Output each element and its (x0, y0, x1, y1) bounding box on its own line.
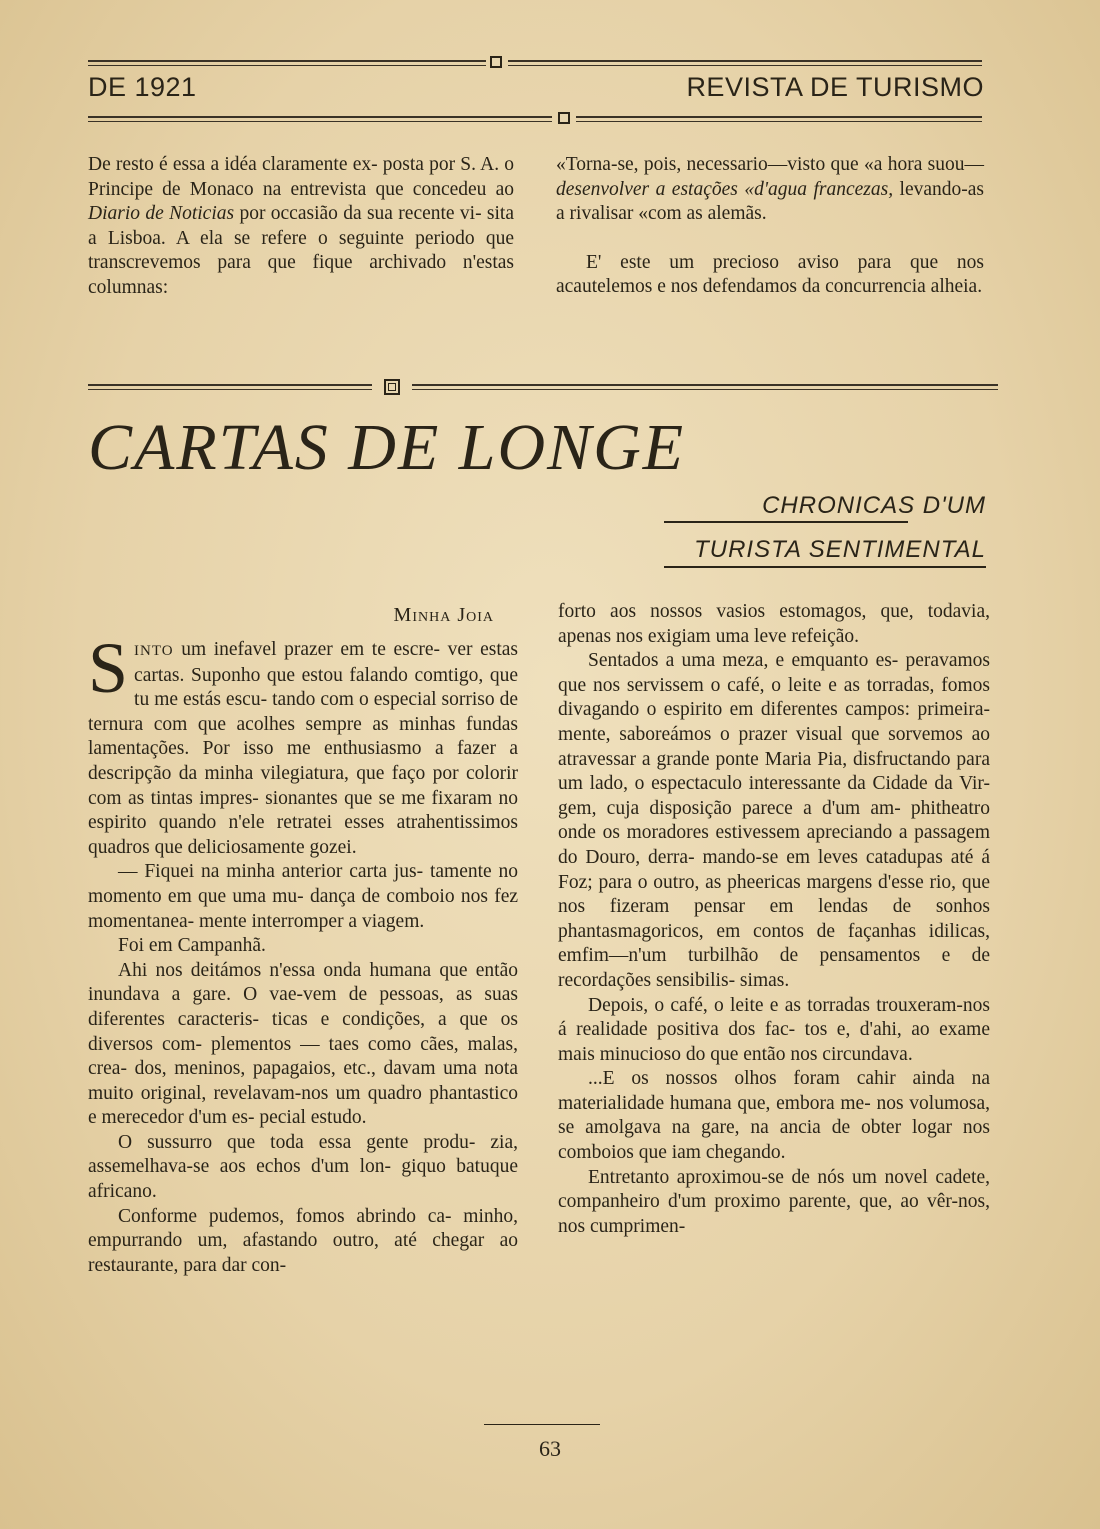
paragraph: Entretanto aproximou-se de nós um novel cadete, companheiro d'um proximo parente, que, ao vêr-nos, nos cumprimen- (558, 1166, 990, 1237)
quote-line: levando-as a rivalisar (556, 178, 985, 225)
header-left: DE 1921 (88, 72, 197, 102)
quote-italic: «d'agua francezas, (744, 178, 894, 200)
paragraph: Conforme pudemos, fomos abrindo ca- minho, empurrando um, afastando outro, até chegar ao restaurante, para dar con- (88, 1205, 518, 1276)
page-number: 63 (539, 1436, 561, 1461)
article-subtitle-line1: CHRONICAS D'UM (762, 492, 986, 519)
newspaper-name: Diario de (88, 203, 164, 225)
ornament-square-icon (384, 379, 400, 395)
text-line: sita a Lisboa. A ela se refere o seguinte (88, 203, 515, 249)
top-right-column (556, 153, 984, 300)
quote-line: «a hora suou— (863, 154, 984, 175)
paragraph: Depois, o café, o leite e as torradas trouxeram-nos á realidade positiva dos fac- tos e, d'ahi, ao exame mais minucioso do que então nos circundava. (558, 994, 990, 1065)
newspaper-name: Noticias (169, 203, 235, 225)
paragraph: Ahi nos deitámos n'essa onda humana que então inundava a gare. O vae-vem de pessoas, as suas diferentes caracteris- ticas e condições, a que os diversos com- plementos — taes como cães, malas, crea- dos, meninos, papagaios, etc., davam uma nota muito original, revelavam-nos um quadro phantastico e merecedor d'um es- pecial estudo. (88, 959, 518, 1129)
quote-line: «Torna-se, pois, necessario—visto que (556, 154, 859, 175)
top-left-column (88, 153, 514, 301)
paragraph: O sussurro que toda essa gente produ- zia, assemelhava-se aos echos d'um lon- giquo batuque africano. (88, 1131, 518, 1203)
text-line: archivado n'estas columnas: (88, 252, 515, 298)
paragraph: — Fiquei na minha anterior carta jus- tamente no momento em que uma mu- dança de comboio nos fez momentanea- mente interromper a viagem. (88, 861, 518, 932)
header-rule-bottom-left (88, 116, 552, 122)
paragraph: Sentados a uma meza, e emquanto es- peravamos que nos servissem o café, o leite e as torradas, fomos divagando o espirito em diferentes campos: primeira- mente, saboreámos o prazer visual que sorvemos ao atravessar a grande ponte Maria Pia, disfructando para um lado, o espectaculo interessante da Cidade da Vir- gem, cuja disposição parece a d'um am- phitheatro onde os moradores estivessem apreciando a passagem do Douro, derra- mando-se em leves catadupas até á Foz; para o outro, as pheericas margens d'esse rio, que nos fizeram pensar em lendas de sonhos phantasmagoricos, em contos de façanhas idilicas, emfim—n'um turbilhão de pensamentos e de recordações sensibilis- simas. (558, 650, 990, 991)
text-line: De resto é essa a idéa claramente ex- (88, 154, 378, 175)
footer-rule (484, 1424, 600, 1425)
drop-cap: S (88, 628, 129, 708)
ornament-square-icon (558, 112, 570, 124)
text-line: posta por S. A. o Principe de Monaco (88, 154, 515, 200)
header-rule-top-left (88, 60, 486, 66)
section-rule-right (412, 384, 998, 390)
quote-italic: desenvolver a estações (556, 178, 738, 200)
text-line: periodo que transcrevemos para que fique (88, 227, 515, 274)
section-heading: Minha Joia (393, 604, 494, 626)
paragraph: um inefavel prazer em te escre- ver estas cartas. Suponho que estou falando comtigo, que tu me estás escu- tando com o especial sorriso de ternura com que acolhes sempre as minhas fundas lamentações. Por isso me enthusiasmo a fazer a descripção da minha vilegiatura, que faço por colorir com as tintas impres- sionantes que se me fixaram no espirito quando n'ele retratei esses atrahentissimos quadros que deliciosamente gozei. (88, 639, 518, 858)
header-right: REVISTA DE TURISMO (686, 72, 984, 102)
quote-line: «com as alemãs. (638, 203, 767, 225)
paragraph: E' este um precioso aviso para que nos acautelemos e nos defendamos da concurrencia alheia. (556, 251, 984, 298)
lead-caps: INTO (134, 643, 174, 659)
ornament-square-icon (490, 56, 502, 68)
subtitle-underline (664, 566, 986, 568)
section-rule-left (88, 384, 372, 390)
article-title: CARTAS DE LONGE (88, 411, 686, 484)
article-subtitle-line2: TURISTA SENTIMENTAL (694, 536, 986, 563)
paragraph: Foi em Campanhã. (118, 935, 266, 957)
text-line: na entrevista que concedeu ao (262, 178, 514, 200)
paragraph: ...E os nossos olhos foram cahir ainda na materialidade humana que, embora me- nos volumosa, se amolgava na gare, na ancia de obter logar nos comboios que iam chegando. (558, 1068, 990, 1164)
subtitle-underline (664, 521, 908, 523)
header-rule-top-right (508, 60, 982, 66)
paragraph: forto aos nossos vasios estomagos, que, todavia, apenas nos exigiam uma leve refeição. (558, 601, 990, 647)
header-rule-bottom-right (576, 116, 982, 122)
text-line: por occasião da sua recente vi- (234, 203, 482, 225)
article-right-column (558, 600, 990, 1239)
article-left-column (88, 628, 518, 1278)
